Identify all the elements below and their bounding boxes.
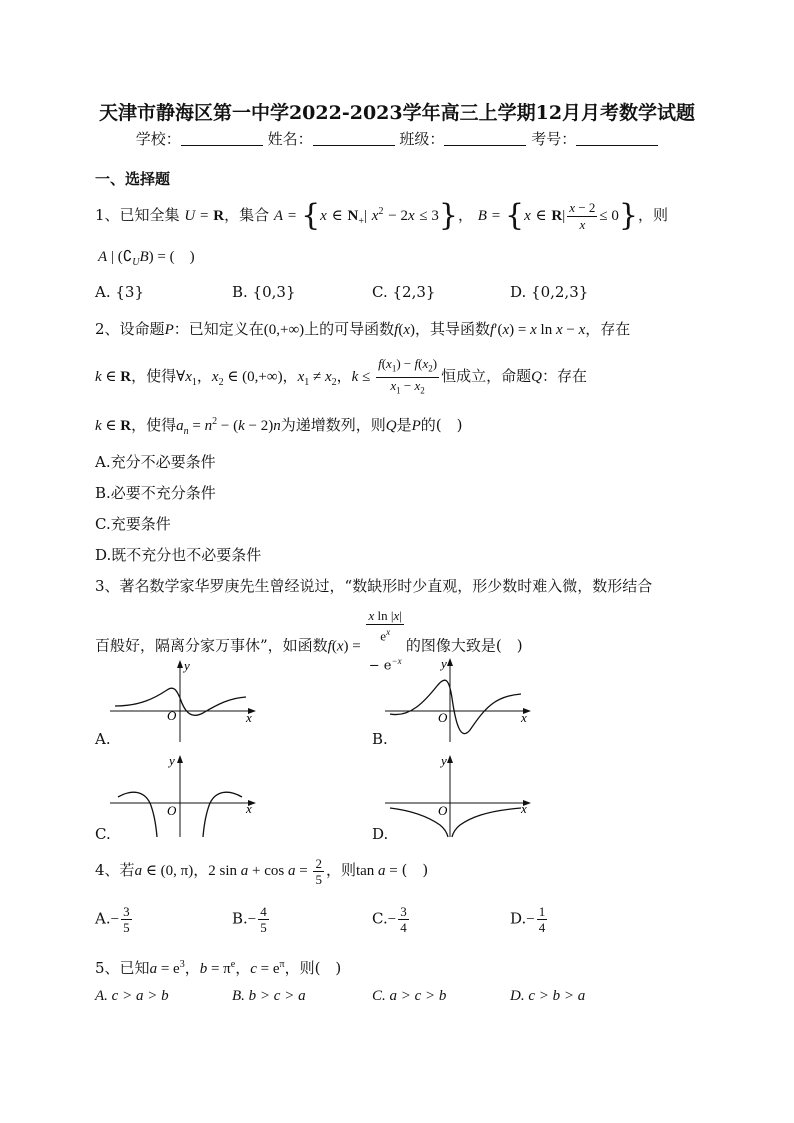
q2-option-d[interactable]: D.既不充分也不必要条件 [95,546,262,564]
x-axis-label: x [521,710,527,725]
q1-text: ， [457,206,473,224]
question-2-line1: 2、设命题P：已知定义在(0,+∞)上的可导函数f(x)，其导函数f′(x) = x ln x − x，存在 [95,320,631,338]
q3-text: 的图像大致是( ) [405,636,523,655]
q3-text: 百般好，隔离分家万事休”，如函数 [95,636,328,655]
page-title: 天津市静海区第一中学2022-2023学年高三上学期12月月考数学试题 [98,102,696,124]
graph-c[interactable] [110,753,260,839]
option-sign: − [526,911,535,928]
graph-a[interactable] [110,658,260,744]
q4-option-b[interactable] [232,904,271,935]
q2-text: 的( ) [420,416,463,434]
question-number: 5、 [95,959,120,977]
question-3-line2: 百般好，隔离分家万事休”，如函数f(x) = x ln |x| $e^x$ − $e^{-x}$的图像大致是( ) [95,608,523,674]
q1-text: ，集合 [224,206,270,224]
q5-option-c[interactable]: C. a > c > b [372,988,447,1004]
graph-d-label[interactable]: D. [372,825,389,843]
class-label: 班级： [399,130,445,148]
q2-text: ：已知定义在 [173,320,264,338]
graph-a-label[interactable]: A. [95,730,111,748]
option-label: C. [372,909,388,928]
name-label: 姓名： [267,130,313,148]
section-heading: 一、选择题 [95,170,171,188]
q2-text: ，使得 [131,416,177,434]
question-number: 1、 [95,206,120,224]
q2-text: 是 [396,416,412,434]
student-info-line [0,128,794,149]
x-axis-label: x [246,801,252,816]
q4-text: ，则 [325,861,356,879]
option-denominator: 5 [123,920,130,935]
y-axis-label: y [184,658,190,673]
question-number: 3、 [95,577,120,595]
origin-label: O [167,708,177,723]
option-numerator: 4 [260,904,267,919]
question-1-line1: 1、已知全集 U = R，集合 A = {x ∈ $N_+|$ $x^2 - 2x \le 3$}， B = {x ∈ R| $\frac{x - 2}{x}$ ≤ 0}，则 [95,198,668,233]
y-axis-label: y [169,753,175,768]
exam-no-blank[interactable] [576,131,658,146]
option-label: D. [510,909,527,928]
q1-text: ，则 [637,206,668,224]
y-axis-label: y [441,656,447,671]
option-label: B. [232,909,248,928]
question-2-line3: k ∈ R，使得$a_n = n^2 - (k - 2)n$为递增数列，则Q是P的( ) [95,416,463,437]
q4-text: 若 [119,861,135,879]
q1-option-c[interactable]: C. {2,3} [372,283,436,301]
q2-text: 设命题 [119,320,165,338]
q2-text: ：存在 [541,367,587,386]
q4-option-d[interactable] [510,904,549,935]
option-sign: − [110,911,120,928]
option-numerator: 1 [538,904,546,919]
option-numerator: 3 [400,904,407,919]
school-label: 学校： [135,130,181,148]
name-blank[interactable] [313,131,395,146]
q2-text: 上的可导函数 [304,320,395,338]
class-blank[interactable] [444,131,526,146]
origin-label: O [167,803,177,818]
q2-text: ，其导函数 [415,320,491,338]
question-5: 5、已知$a = e^3$，$b = \pi^e$，$c = e^\pi$，则( ) [95,959,342,977]
option-sign: − [387,911,397,928]
question-4: 4、若a ∈ (0, π)，2 sin a + cos a = $\frac{2}{5}$ ，则tan a = ( ) [95,855,429,887]
graph-c-label[interactable]: C. [95,825,111,843]
option-label: A. [95,909,111,928]
question-number: 4、 [95,861,120,879]
x-axis-label: x [521,801,527,816]
q2-text: ，使得 [131,367,177,386]
q5-option-b[interactable]: B. b > c > a [232,988,306,1004]
q4-option-c[interactable] [372,904,411,935]
origin-label: O [438,710,448,725]
q4-text: ( ) [401,861,429,879]
question-number: 2、 [95,320,120,338]
school-blank[interactable] [181,131,263,146]
option-denominator: 4 [538,920,546,935]
option-denominator: 4 [400,920,407,935]
option-denominator: 5 [260,920,267,935]
q4-option-a[interactable] [95,904,134,935]
question-1-line2: A | $(∁_UB)$ = ( ) [98,249,195,268]
option-numerator: 3 [123,904,130,919]
q1-option-d[interactable]: D. {0,2,3} [510,283,589,301]
graph-b-label[interactable]: B. [372,730,388,748]
question-2-line2: k ∈ R，使得$\forall x_1$，$x_2$ ∈ (0,+∞)，$x_1 \ne x_2$，k ≤ $\frac{f(x_1) - f(x_2)}{x_1 - x_2}$ 恒成立，命题Q：存在 [95,356,587,396]
x-axis-label: x [246,710,252,725]
q3-text: 著名数学家华罗庚先生曾经说过，“数缺形时少直观，形少数时难入微，数形结合 [119,577,653,595]
option-sign: − [247,911,257,928]
exam-no-label: 考号： [531,130,577,148]
q1-text: 已知全集 [119,206,180,224]
q2-option-b[interactable]: B.必要不充分条件 [95,484,216,502]
origin-label: O [438,803,448,818]
q2-text: ，存在 [585,320,631,338]
q1-option-b[interactable]: B. {0,3} [232,283,296,301]
q5-text: 已知 [119,959,150,977]
q1-option-a[interactable]: A. {3} [95,283,144,301]
graph-b[interactable] [385,656,535,744]
q2-option-a[interactable]: A.充分不必要条件 [95,453,216,471]
graph-d[interactable] [385,753,535,839]
q5-text: ，则( ) [284,959,342,977]
q2-option-c[interactable]: C.充要条件 [95,515,171,533]
y-axis-label: y [441,753,447,768]
q5-option-d[interactable]: D. c > b > a [510,988,586,1004]
q2-text: 恒成立，命题 [441,367,532,386]
q5-option-a[interactable]: A. c > a > b [95,988,169,1004]
question-3-line1 [95,575,652,596]
q2-text: 为递增数列，则 [280,416,386,434]
